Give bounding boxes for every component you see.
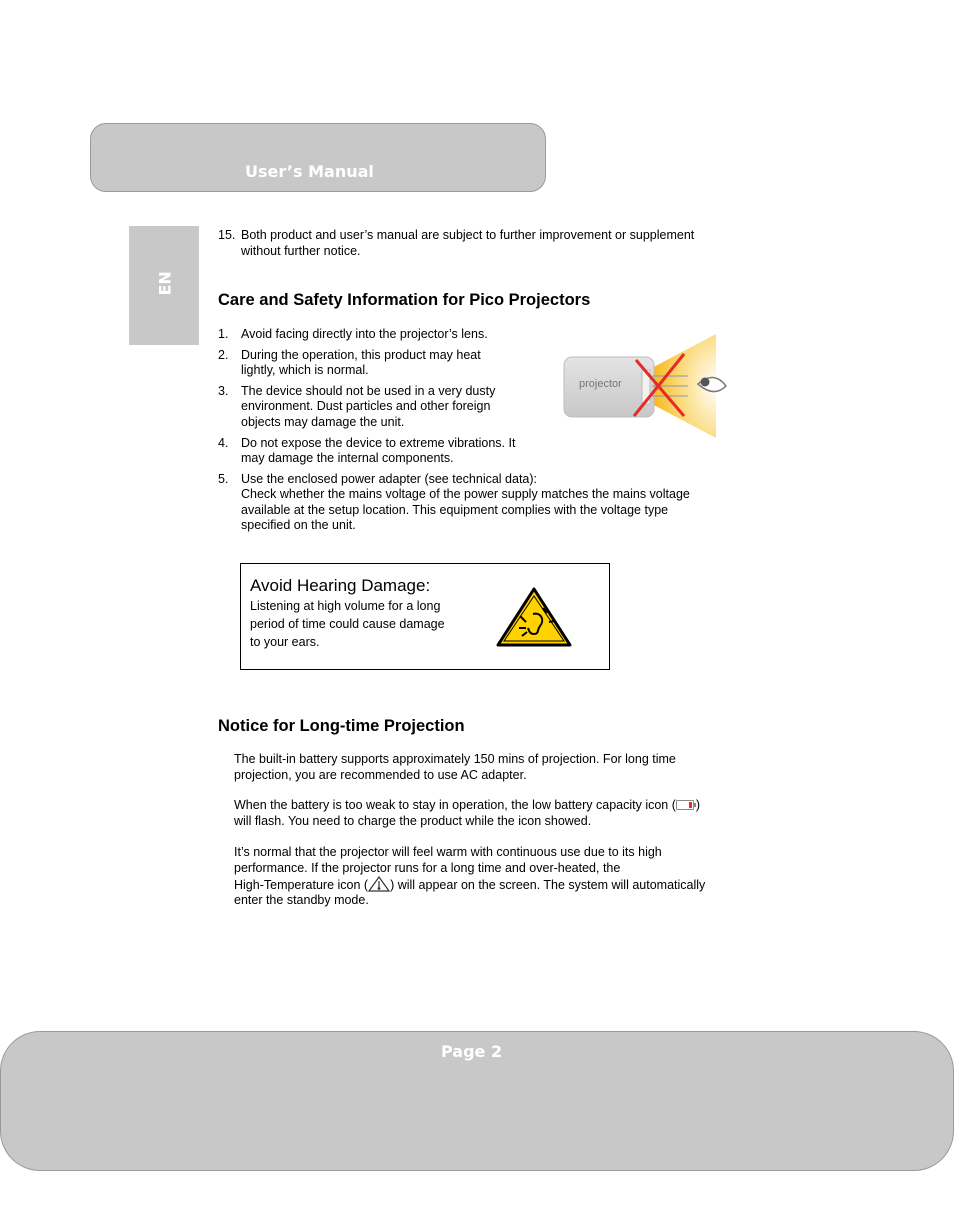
notice-p3-line: It’s normal that the projector will feel warm with continuous use due to its high [234,845,662,859]
care-item-4-number: 4. [218,436,229,450]
care-item-4-line: may damage the internal components. [241,451,454,465]
notice-p3-line: performance. If the projector runs for a long time and over-heated, the [234,861,621,875]
care-item-5-line: specified on the unit. [241,518,356,532]
care-item-3-line: The device should not be used in a very dusty [241,384,496,398]
warning-line: period of time could cause damage [250,617,445,631]
notice-p2-line-1 [234,797,700,813]
care-item-5-line: Check whether the mains voltage of the power supply matches the mains voltage [241,487,690,501]
care-item-2-number: 2. [218,348,229,362]
footer-bar [0,1031,954,1171]
hearing-warning-icon [495,586,573,648]
care-item-1-line: Avoid facing directly into the projector’s lens. [241,327,488,341]
notice-p2-line-2: will flash. You need to charge the product while the icon showed. [234,814,592,828]
care-heading: Care and Safety Information for Pico Projectors [218,291,591,309]
high-temperature-icon [368,876,390,892]
care-item-2-line: During the operation, this product may heat [241,348,481,362]
care-item-3-line: objects may damage the unit. [241,415,405,429]
notice-heading: Notice for Long-time Projection [218,717,465,735]
page-number: Page 2 [441,1042,503,1061]
care-item-2-line: lightly, which is normal. [241,363,369,377]
notice-p3-line-4: enter the standby mode. [234,893,369,907]
care-item-1-number: 1. [218,327,229,341]
projector-label: projector [579,378,622,390]
manual-title: User’s Manual [245,162,374,181]
item-15-number: 15. [218,228,236,242]
notice-p3-text: High-Temperature icon ( [234,878,369,892]
header-tab [90,123,546,192]
warning-line: Listening at high volume for a long [250,599,441,613]
care-item-5-number: 5. [218,472,229,486]
care-item-5-line: Use the enclosed power adapter (see technical data): [241,472,538,486]
item-15-line-2: without further notice. [241,244,361,258]
warning-title: Avoid Hearing Damage: [250,576,431,595]
notice-p2-text: When the battery is too weak to stay in operation, the low battery capacity icon ( [234,798,676,812]
low-battery-icon [676,800,696,810]
item-15-line-1: Both product and user’s manual are subject to further improvement or supplement [241,228,695,242]
hearing-warning-box [240,563,610,670]
notice-p3-line-3 [234,876,705,893]
language-label: EN [155,271,175,296]
care-item-3-number: 3. [218,384,229,398]
notice-p1-line: The built-in battery supports approximately 150 mins of projection. For long time [234,752,676,766]
notice-p3-text: ) will appear on the screen. The system will automatically [390,878,706,892]
warning-line: to your ears. [250,635,320,649]
language-tab [129,226,199,345]
care-item-5-line: available at the setup location. This equipment complies with the voltage type [241,503,669,517]
notice-p2-text: ) [695,798,701,812]
care-item-4-line: Do not expose the device to extreme vibrations. It [241,436,516,450]
warning-text [250,597,470,651]
projector-eye-warning-illustration [556,332,738,440]
notice-p1-line: projection, you are recommended to use AC adapter. [234,768,527,782]
care-item-3-line: environment. Dust particles and other foreign [241,399,491,413]
